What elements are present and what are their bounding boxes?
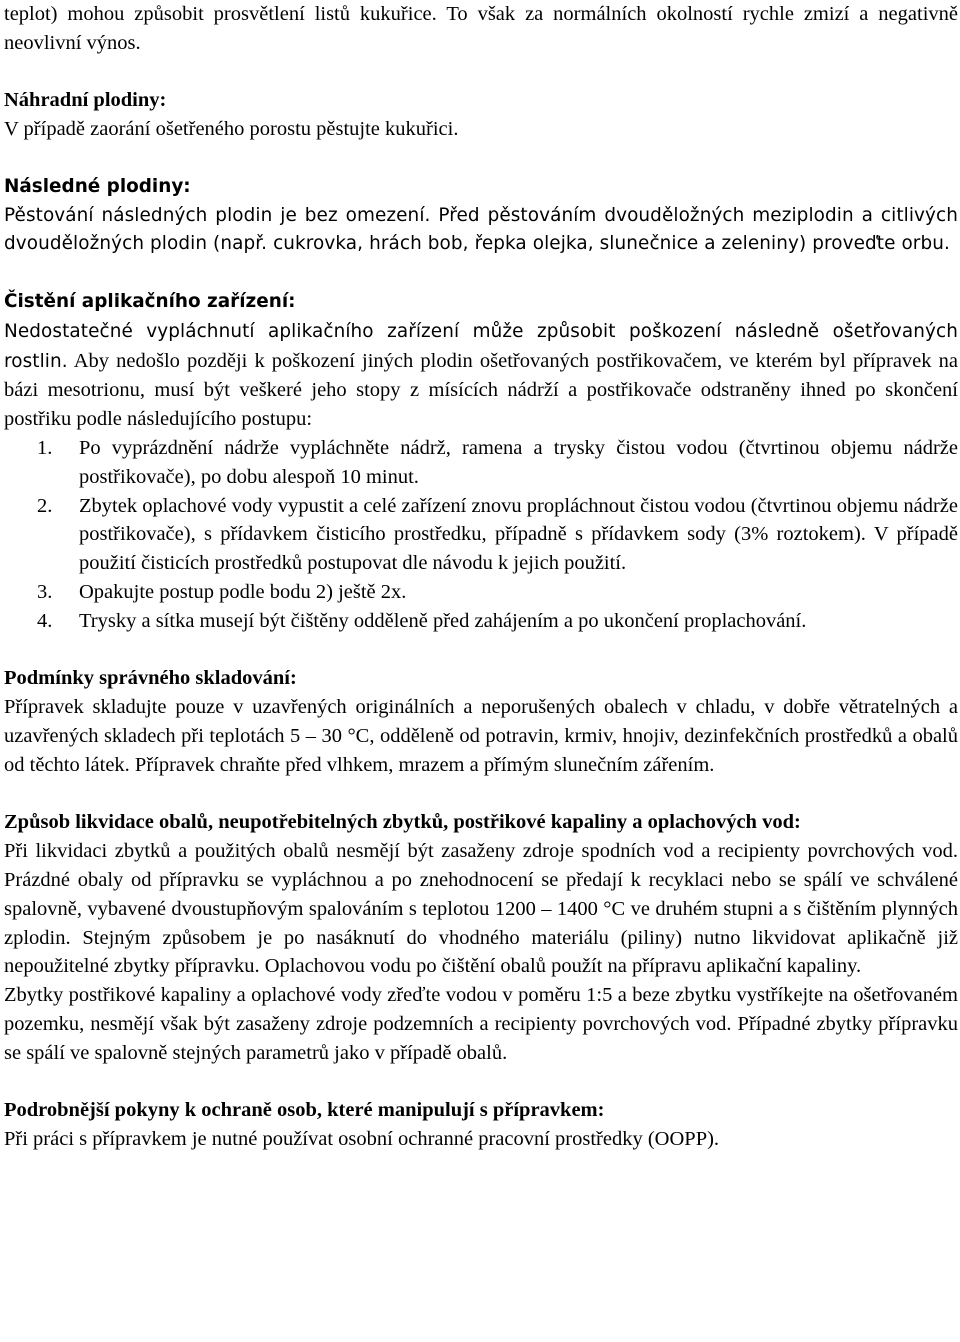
list-item-number: 1. (37, 436, 53, 459)
spacer (4, 636, 958, 665)
list-item (4, 492, 958, 578)
spacer (4, 144, 958, 173)
spacer (4, 259, 958, 288)
paragraph-skladovani: Přípravek skladujte pouze v uzavřených originálních a neporušených obalech v chladu, v dobře větratelných a uzavřených skladech při teplotách 5 – 30 °C, odděleně od potravin, krmiv, hnojiv, dezinfekčních prostředků a obalů od těchto látek. Přípravek chraňte před vlhkem, mrazem a přímým slunečním zářením. (4, 696, 958, 776)
cisteni-text-part2: Aby nedošlo později k poškození jiných plodin ošetřovaných postřikovačem, ve kterém byl přípravek na bázi mesotrionu, musí být veškeré jeho stopy z mísících nádrží a postřikovače odstraněny ihned po skončení postřiku podle následujícího postupu: (4, 349, 958, 431)
list-item-text: Po vyprázdnění nádrže vypláchněte nádrž, ramena a trysky čistou vodou (čtvrtinou objemu nádrže postřikovače), po dobu alespoň 10 minut. (79, 436, 958, 488)
heading-cisteni-zarizeni: Čistění aplikačního zařízení: (4, 290, 296, 312)
paragraph-nasledne-plodiny: Pěstování následných plodin je bez omezení. Před pěstováním dvouděložných meziplodin a citlivých dvouděložných plodin (např. cukrovka, hrách bob, řepka olejka, slunečnice a zeleniny) proveďte orbu. (4, 204, 958, 255)
cisteni-text-part1: Nedostatečné vypláchnutí aplikačního zařízení může způsobit poškození následně ošetřovaných rostlin. (4, 320, 958, 372)
list-item-text: Trysky a sítka musejí být čištěny odděleně před zahájením a po ukončení proplachování. (79, 609, 807, 632)
paragraph-likvidace-1: Při likvidaci zbytků a použitých obalů nesmějí být zasaženy zdroje spodních vod a recipienty povrchových vod. Prázdné obaly od přípravku se vypláchnou a po znehodnocení se předají k recyklaci nebo se spálí ve schválené spalovně, vybavené dvoustupňovým spalováním s teplotou 1200 – 1400 °C ve druhém stupni a s čištěním plynných zplodin. Stejným způsobem je po nasáknutí do vhodného materiálu (piliny) nutno likvidovat aplikačně již nepoužitelné zbytky přípravku. Oplachovou vodu po čištění obalů použít na přípravu aplikační kapaliny. (4, 840, 958, 978)
heading-skladovani: Podmínky správného skladování: (4, 667, 297, 690)
spacer (4, 780, 958, 809)
list-item-text: Opakujte postup podle bodu 2) ještě 2x. (79, 580, 407, 603)
list-item-number: 2. (37, 494, 53, 517)
list-item (4, 607, 958, 636)
spacer (4, 58, 958, 87)
heading-nahradni-plodiny: Náhradní plodiny: (4, 89, 167, 112)
intro-paragraph: teplot) mohou způsobit prosvětlení listů kukuřice. To však za normálních okolností rychle zmizí a negativně neovlivní výnos. (4, 3, 958, 54)
heading-nasledne-plodiny: Následné plodiny: (4, 175, 191, 197)
cleaning-steps-list (4, 434, 958, 636)
list-item (4, 434, 958, 492)
paragraph-nahradni-plodiny: V případě zaorání ošetřeného porostu pěstujte kukuřici. (4, 118, 459, 141)
document-page (4, 0, 958, 1154)
list-item-number: 3. (37, 580, 53, 603)
heading-likvidace: Způsob likvidace obalů, neupotřebitelných zbytků, postřikové kapaliny a oplachových vod: (4, 811, 801, 834)
list-item-text: Zbytek oplachové vody vypustit a celé zařízení znovu propláchnout čistou vodou (čtvrtinou objemu nádrže postřikovače), s přídavkem čisticího prostředku, případně s přídavkem sody (3% roztokem). V případě použití čisticích prostředků postupovat dle návodu k jejich použití. (79, 494, 958, 575)
heading-pokyny: Podrobnější pokyny k ochraně osob, které manipulují s přípravkem: (4, 1099, 605, 1122)
paragraph-cisteni-zarizeni (4, 317, 958, 434)
paragraph-pokyny: Při práci s přípravkem je nutné používat osobní ochranné pracovní prostředky (OOPP). (4, 1128, 720, 1151)
list-item (4, 578, 958, 607)
list-item-number: 4. (37, 609, 53, 632)
paragraph-likvidace-2: Zbytky postřikové kapaliny a oplachové vody zřeďte vodou v poměru 1:5 a beze zbytku vystříkejte na ošetřovaném pozemku, nesmějí však být zasaženy zdroje podzemních a recipienty povrchových vod. Případné zbytky přípravku se spálí ve spalovně stejných parametrů jako v případě obalů. (4, 984, 958, 1064)
spacer (4, 1067, 958, 1096)
